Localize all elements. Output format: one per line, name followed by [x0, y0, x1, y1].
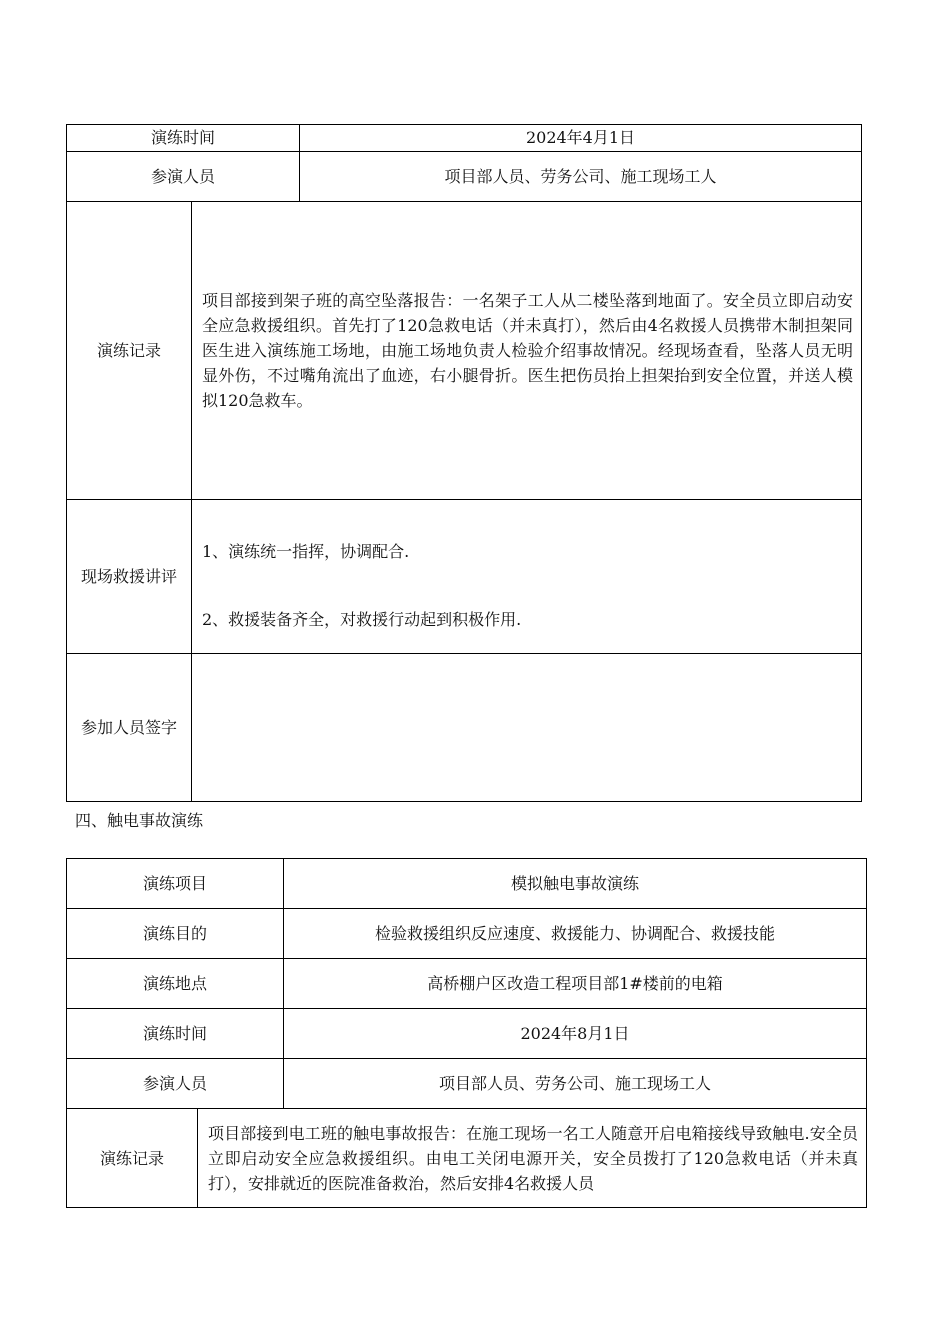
- drill-table-fall: [66, 124, 862, 802]
- row-value: 项目部人员、劳务公司、施工现场工人: [444, 166, 717, 186]
- table-row: [67, 1059, 866, 1109]
- record-paragraph: 项目部接到电工班的触电事故报告：在施工现场一名工人随意开启电箱接线导致触电.安全员立即启动安全应急救援组织。由电工关闭电源开关，安全员拨打了120急救电话（并未真打），安排就近的医院准备救治，然后安排4名救援人员: [208, 1124, 858, 1193]
- review-item: 2、救援装备齐全，对救援行动起到积极作用.: [202, 610, 522, 629]
- review-label: 现场救援讲评: [67, 500, 192, 653]
- record-text: [198, 1109, 866, 1208]
- record-label: 演练记录: [67, 202, 192, 499]
- table-row: [67, 654, 861, 802]
- sign-label: 参加人员签字: [67, 654, 192, 802]
- row-label: 演练时间: [67, 125, 300, 151]
- table-row: [67, 1009, 866, 1059]
- table-row: [67, 152, 861, 202]
- table-row: [67, 959, 866, 1009]
- row-label: 演练目的: [67, 909, 284, 958]
- table-row: [67, 859, 866, 909]
- row-value: 模拟触电事故演练: [510, 873, 639, 893]
- record-paragraph: 项目部接到架子班的高空坠落报告：一名架子工人从二楼坠落到地面了。安全员立即启动安全应急救援组织。首先打了120急救电话（并未真打），然后由4名救援人员携带木制担架同医生进入演练施工场地，由施工场地负责人检验介绍事故情况。经现场查看，坠落人员无明显外伤，不过嘴角流出了血迹，右小腿骨折。医生把伤员抬上担架抬到安全位置，并送人模拟120急救车。: [202, 291, 853, 410]
- table-row: [67, 500, 861, 654]
- drill-table-electric: [66, 858, 867, 1208]
- table-row: [67, 1109, 866, 1208]
- record-label: 演练记录: [67, 1109, 198, 1208]
- row-value: 检验救援组织反应速度、救援能力、协调配合、救援技能: [374, 923, 775, 943]
- review-item: 1、演练统一指挥，协调配合.: [202, 542, 410, 561]
- row-label: 演练地点: [67, 959, 284, 1008]
- row-label: 参演人员: [67, 152, 300, 201]
- table-row: [67, 909, 866, 959]
- section-heading: 四、触电事故演练: [75, 811, 204, 830]
- row-label: 演练时间: [67, 1009, 284, 1058]
- table-row: [67, 202, 861, 500]
- table-row: [67, 125, 861, 152]
- row-value: 2024年8月1日: [520, 1023, 630, 1043]
- row-label: 演练项目: [67, 859, 284, 908]
- record-text: [192, 202, 861, 499]
- row-value: 项目部人员、劳务公司、施工现场工人: [438, 1073, 711, 1093]
- row-value: 高桥棚户区改造工程项目部1#楼前的电箱: [427, 973, 723, 993]
- review-content: [192, 500, 861, 653]
- row-value: 2024年4月1日: [525, 128, 636, 147]
- sign-area: [192, 654, 861, 802]
- row-label: 参演人员: [67, 1059, 284, 1108]
